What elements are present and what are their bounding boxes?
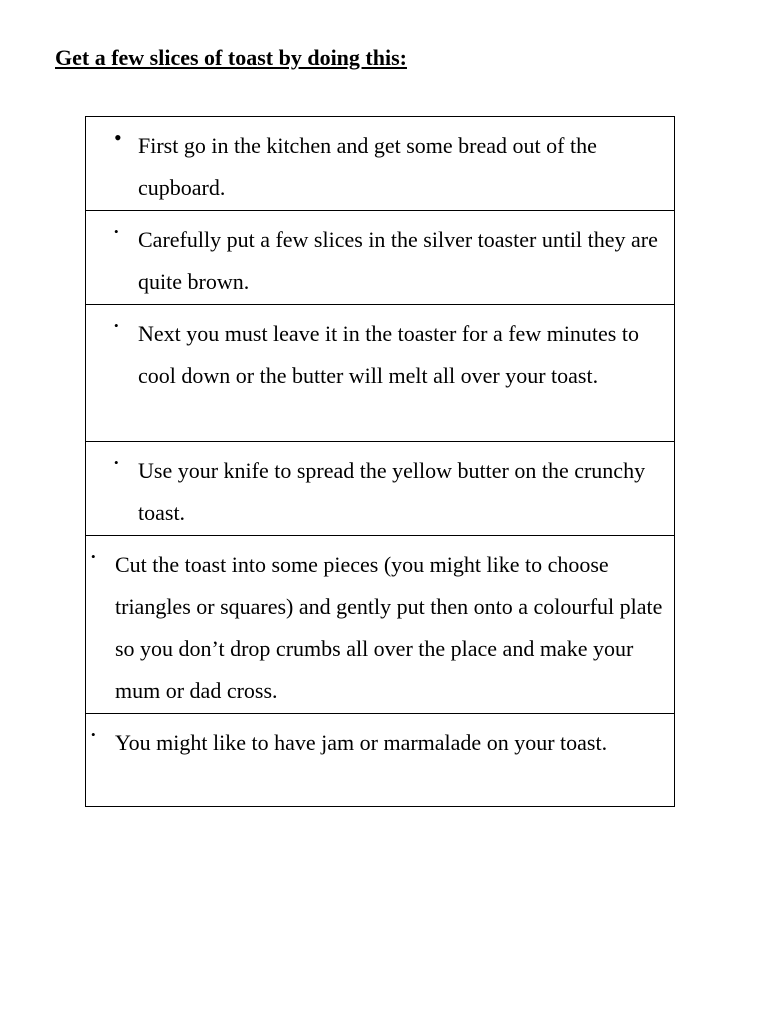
- bullet-icon: •: [91, 549, 96, 564]
- step-cell-2: [86, 211, 675, 305]
- page-title: Get a few slices of toast by doing this:: [55, 45, 407, 70]
- steps-table: [85, 116, 675, 807]
- bullet-icon: •: [114, 224, 119, 239]
- step-text-6: You might like to have jam or marmalade on your toast.: [115, 730, 608, 755]
- step-row-5: [86, 536, 675, 714]
- step-row-4: [86, 442, 675, 536]
- step-row-3: [86, 305, 675, 442]
- step-row-6: [86, 714, 675, 807]
- bullet-icon: •: [114, 455, 119, 470]
- step-cell-3: [86, 305, 675, 442]
- step-cell-4: [86, 442, 675, 536]
- step-text-4: Use your knife to spread the yellow butter on the crunchy toast.: [138, 458, 646, 525]
- step-text-2: Carefully put a few slices in the silver toaster until they are quite brown.: [138, 227, 658, 294]
- step-cell-5: [86, 536, 675, 714]
- bullet-icon: •: [114, 318, 119, 333]
- bullet-icon: •: [91, 727, 96, 742]
- step-text-1: First go in the kitchen and get some bread out of the cupboard.: [138, 133, 597, 200]
- step-text-3: Next you must leave it in the toaster for a few minutes to cool down or the butter will melt all over your toast.: [138, 321, 639, 388]
- bullet-icon: •: [114, 125, 122, 150]
- step-cell-6: [86, 714, 675, 807]
- step-row-1: [86, 117, 675, 211]
- step-cell-1: [86, 117, 675, 211]
- step-text-5: Cut the toast into some pieces (you might like to choose triangles or squares) and gently put then onto a colourful plate so you don’t drop crumbs all over the place and make your mum or dad cross.: [115, 552, 663, 703]
- step-row-2: [86, 211, 675, 305]
